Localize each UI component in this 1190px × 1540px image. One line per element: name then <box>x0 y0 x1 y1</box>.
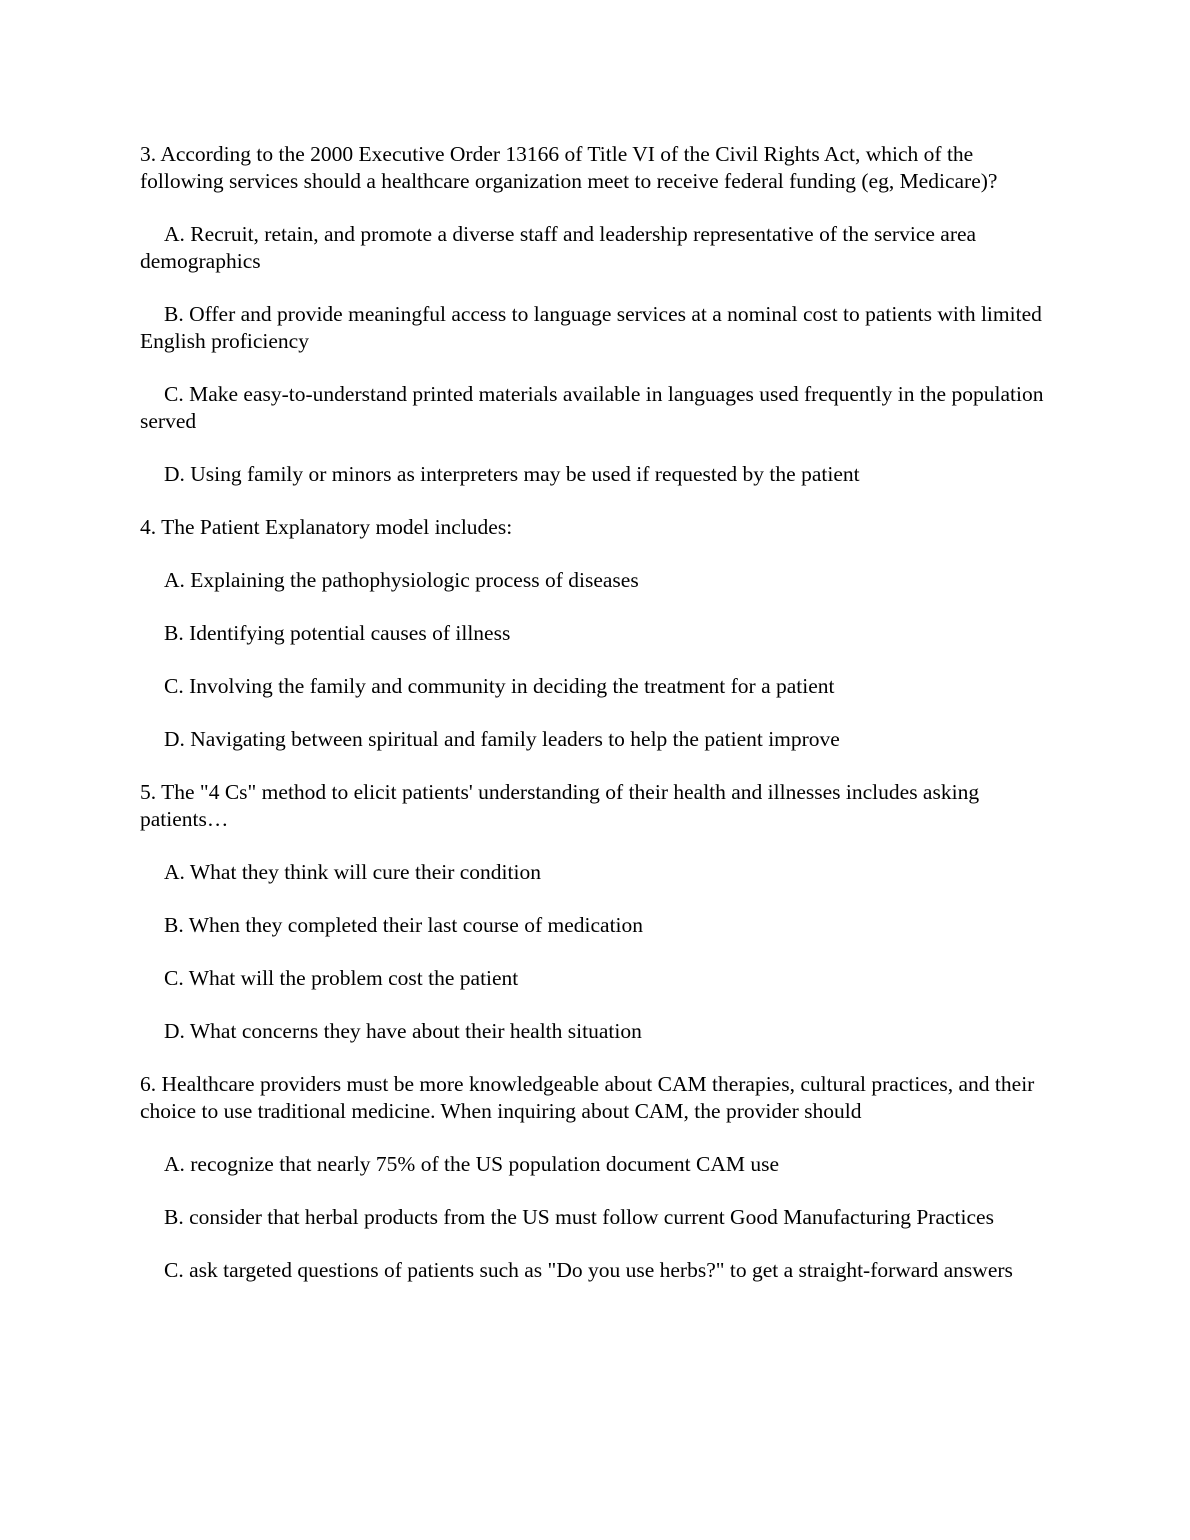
question-3-option-d: D. Using family or minors as interpreters may be used if requested by the patient <box>164 462 860 486</box>
question-4: 4. The Patient Explanatory model includes: <box>140 515 513 539</box>
question-4-option-b: B. Identifying potential causes of illness <box>164 621 511 645</box>
question-5: 5. The "4 Cs" method to elicit patients' understanding of their health and illnesses includes asking patients… <box>140 780 980 831</box>
question-5-option-c: C. What will the problem cost the patient <box>164 966 519 990</box>
question-5-option-d: D. What concerns they have about their health situation <box>164 1019 642 1043</box>
question-6-option-a: A. recognize that nearly 75% of the US population document CAM use <box>164 1152 779 1176</box>
question-3-option-b: B. Offer and provide meaningful access to language services at a nominal cost to patients with limited English proficiency <box>140 302 1042 353</box>
question-4-option-d: D. Navigating between spiritual and family leaders to help the patient improve <box>164 727 840 751</box>
question-6-option-c: C. ask targeted questions of patients such as "Do you use herbs?" to get a straight-forward answers <box>164 1258 1013 1282</box>
document-page <box>140 141 1060 1310</box>
question-5-option-a: A. What they think will cure their condition <box>164 860 541 884</box>
question-5-option-b: B. When they completed their last course of medication <box>164 913 644 937</box>
question-3-option-c: C. Make easy-to-understand printed materials available in languages used frequently in the population served <box>140 382 1044 433</box>
question-6: 6. Healthcare providers must be more knowledgeable about CAM therapies, cultural practices, and their choice to use traditional medicine. When inquiring about CAM, the provider should <box>140 1072 1035 1123</box>
question-6-option-b: B. consider that herbal products from the US must follow current Good Manufacturing Practices <box>164 1205 994 1229</box>
question-4-option-c: C. Involving the family and community in deciding the treatment for a patient <box>164 674 835 698</box>
question-3-option-a: A. Recruit, retain, and promote a diverse staff and leadership representative of the service area demographics <box>140 222 977 273</box>
question-3: 3. According to the 2000 Executive Order 13166 of Title VI of the Civil Rights Act, which of the following services should a healthcare organization meet to receive federal funding (eg, Medicare)? <box>140 142 998 193</box>
question-4-option-a: A. Explaining the pathophysiologic process of diseases <box>164 568 639 592</box>
